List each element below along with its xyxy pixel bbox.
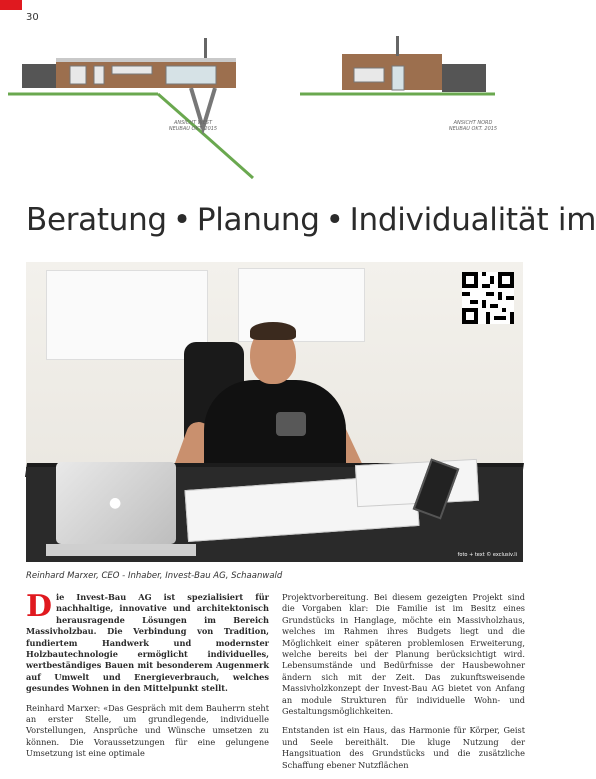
laptop: [56, 462, 176, 544]
headline-word-3: Individualität im: [349, 202, 596, 238]
headline: [26, 202, 596, 238]
shirt-print: [276, 412, 306, 436]
sketch-north-elevation: [300, 28, 530, 188]
headline-word-1: Beratung: [26, 202, 167, 238]
page-color-mark: [0, 0, 22, 10]
headline-word-2: Planung: [196, 202, 320, 238]
article-paragraph: Reinhard Marxer: «Das Gespräch mit dem Bauherrn steht an erster Stelle, um grundlegende, individuelle Vorstellungen, Ansprüche und Wünsche umsetzen zu können. Die Voraussetzungen für eine gelungene Umsetzung ist eine optimale: [26, 702, 269, 759]
article-photo: [26, 262, 523, 562]
article-paragraph: Projektvorbereitung. Bei diesem gezeigten Projekt sind die Vorgaben klar: Die Familie ist im Besitz eines Grundstücks in Hanglage, möchte ein Massivholzhaus, welches im Rahmen ihres Budgets liegt und die Möglichkeit einer späteren problemlosen Erweiterung, welche bereits bei der Planung berücksichtigt wird. Lebensumstände und Bedürfnisse der Hausbewohner ändern sich mit der Zeit. Das zukunftsweisende Massivholzkonzept der Invest-Bau AG bietet von Anfang an module Strukturen für individuelle Wohn- und Gestaltungsmöglichkeiten.: [282, 592, 525, 717]
article-column-left: [26, 589, 269, 768]
sketch-west-caption: ANSICHT WEST NEUBAU OKT. 2015: [168, 120, 218, 132]
article-lead-paragraph: [26, 589, 269, 695]
person-hair: [250, 322, 296, 340]
sketch-west-elevation: [8, 28, 268, 188]
headline-separator-2: •: [325, 202, 344, 238]
article-paragraph: Entstanden ist ein Haus, das Harmonie für Körper, Geist und Seele bereithält. Die kluge Nutzung der Hangsituation des Grundstücks und die zusätzliche Schaffung ebener Nutzflächen: [282, 725, 525, 770]
article-lead: ie Invest-Bau AG ist spezialisiert für nachhaltige, innovative und architektonisch herausragende Lösungen im Bereich Massivholzbau. Die Verbindung von Tradition, fundiertem Handwerk und modernster Holzbautechnologie ermöglicht individuelles, wertbeständiges Bauen mit besonderem Augenmerk auf Umwelt und Energieverbrauch, welches gesundes Wohnen in den Mittelpunkt stellt.: [26, 592, 269, 694]
page-number: 30: [26, 12, 39, 23]
apple-logo-icon: ●: [109, 495, 122, 511]
headline-separator-1: •: [172, 202, 191, 238]
sketch-north-caption: ANSICHT NORD NEUBAU OKT. 2015: [448, 120, 498, 132]
article-column-right: [282, 592, 525, 779]
dropcap: D: [26, 589, 53, 624]
photo-caption: Reinhard Marxer, CEO - Inhaber, Invest-Bau AG, Schaanwald: [26, 571, 283, 581]
laptop-base: [46, 544, 196, 556]
qr-code[interactable]: [462, 272, 514, 324]
wall-poster-left: [46, 270, 208, 360]
photo-credit: foto + text © exclusiv.li: [457, 552, 517, 558]
